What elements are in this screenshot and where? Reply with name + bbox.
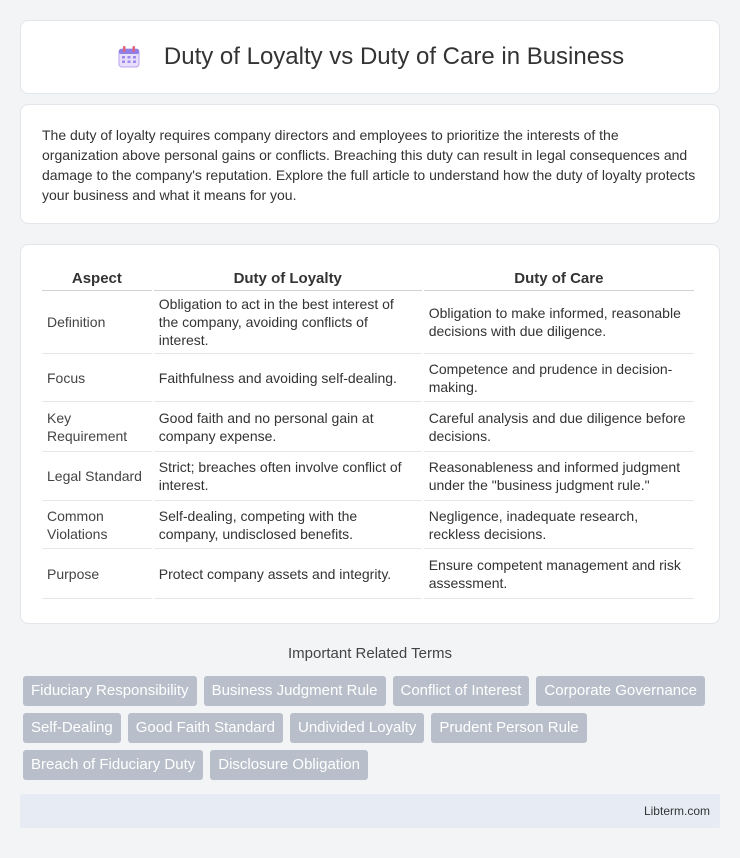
tag-self-dealing[interactable]: Self-Dealing <box>23 713 121 743</box>
row-care: Negligence, inadequate research, reckless decisions. <box>424 501 694 549</box>
row-aspect: Definition <box>42 291 152 354</box>
row-aspect: Key Requirement <box>42 402 152 452</box>
tag-corporate-governance[interactable]: Corporate Governance <box>536 676 705 706</box>
row-care: Ensure competent management and risk assessment. <box>424 549 694 599</box>
table-row <box>42 549 694 599</box>
row-loyalty: Good faith and no personal gain at company expense. <box>154 402 422 452</box>
comparison-table <box>40 261 696 599</box>
row-loyalty: Protect company assets and integrity. <box>154 549 422 599</box>
related-terms-title: Important Related Terms <box>288 645 452 662</box>
table-row <box>42 354 694 402</box>
calendar-icon <box>116 44 142 70</box>
row-care: Careful analysis and due diligence before decisions. <box>424 402 694 452</box>
row-loyalty: Obligation to act in the best interest of the company, avoiding conflicts of interest. <box>154 291 422 354</box>
row-aspect: Focus <box>42 354 152 402</box>
header-duty-of-loyalty: Duty of Loyalty <box>154 261 422 291</box>
tag-fiduciary-responsibility[interactable]: Fiduciary Responsibility <box>23 676 197 706</box>
tag-breach-of-fiduciary-duty[interactable]: Breach of Fiduciary Duty <box>23 750 203 780</box>
footer <box>20 794 720 828</box>
table-row <box>42 291 694 354</box>
tag-conflict-of-interest[interactable]: Conflict of Interest <box>393 676 530 706</box>
header-aspect: Aspect <box>42 261 152 291</box>
tag-disclosure-obligation[interactable]: Disclosure Obligation <box>210 750 368 780</box>
comparison-table-card <box>20 244 720 624</box>
tag-business-judgment-rule[interactable]: Business Judgment Rule <box>204 676 386 706</box>
row-care: Competence and prudence in decision-making. <box>424 354 694 402</box>
row-care: Reasonableness and informed judgment under the "business judgment rule." <box>424 452 694 501</box>
row-aspect: Legal Standard <box>42 452 152 501</box>
table-header-row <box>42 261 694 291</box>
row-loyalty: Faithfulness and avoiding self-dealing. <box>154 354 422 402</box>
header-card <box>20 20 720 94</box>
page-title: Duty of Loyalty vs Duty of Care in Business <box>163 43 625 70</box>
row-loyalty: Self-dealing, competing with the company, undisclosed benefits. <box>154 501 422 549</box>
intro-card <box>20 104 720 224</box>
table-row <box>42 452 694 501</box>
row-aspect: Common Violations <box>42 501 152 549</box>
table-row <box>42 402 694 452</box>
row-loyalty: Strict; breaches often involve conflict of interest. <box>154 452 422 501</box>
row-care: Obligation to make informed, reasonable decisions with due diligence. <box>424 291 694 354</box>
tag-undivided-loyalty[interactable]: Undivided Loyalty <box>290 713 424 743</box>
related-terms-tags <box>23 676 723 787</box>
footer-site-link[interactable]: Libterm.com <box>643 804 710 818</box>
tag-prudent-person-rule[interactable]: Prudent Person Rule <box>431 713 586 743</box>
row-aspect: Purpose <box>42 549 152 599</box>
intro-text: The duty of loyalty requires company directors and employees to prioritize the interests of the organization above personal gains or conflicts. Breaching this duty can result in legal consequences and damage to the company's reputation. Explore the full article to understand how the duty of loyalty protects your business and what it means for you. <box>42 127 696 203</box>
header-duty-of-care: Duty of Care <box>424 261 694 291</box>
tag-good-faith-standard[interactable]: Good Faith Standard <box>128 713 283 743</box>
table-row <box>42 501 694 549</box>
